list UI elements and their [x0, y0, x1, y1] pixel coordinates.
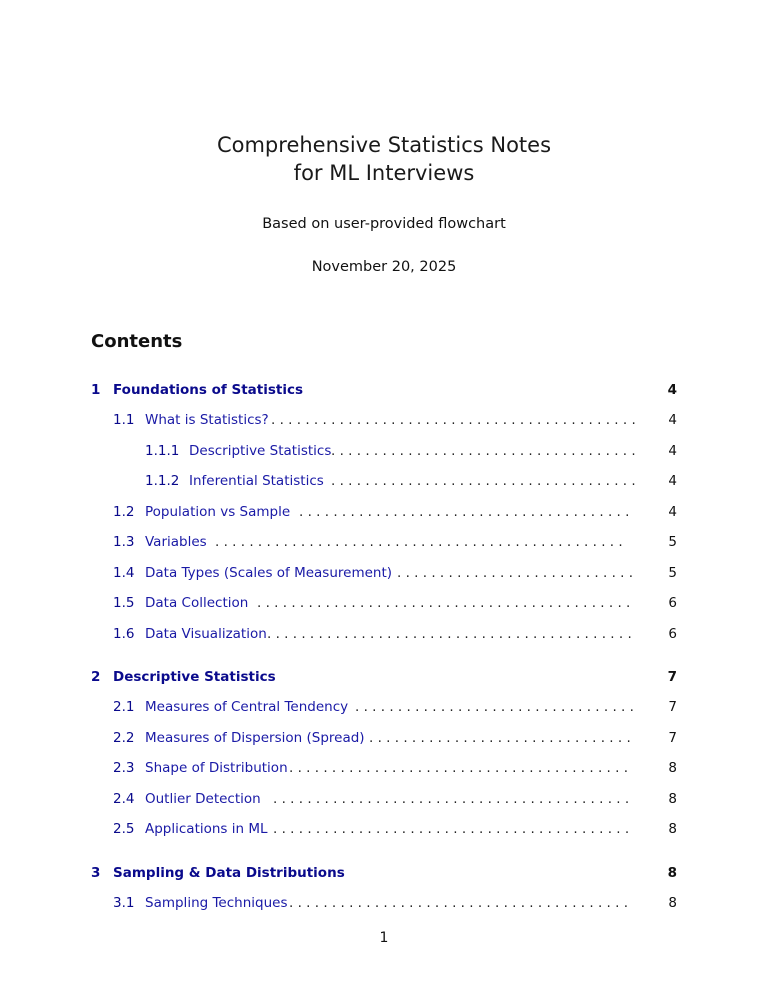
- toc-page[interactable]: 8: [668, 760, 677, 776]
- document-title: [0, 131, 768, 187]
- toc-label[interactable]: Outlier Detection: [145, 791, 261, 807]
- toc-subsubsection-1-1-1[interactable]: [145, 441, 677, 461]
- toc-leader-dots: . . . . . . . . . . . . . . . . . . . . . . . . . . . . . . . . . . . . . . . .: [289, 895, 629, 911]
- title-line-1: Comprehensive Statistics Notes: [216, 133, 552, 157]
- toc-label[interactable]: What is Statistics?: [145, 412, 269, 428]
- toc-number: 2.5: [113, 821, 135, 837]
- toc-subsubsection-1-1-2[interactable]: [145, 471, 677, 491]
- toc-leader-dots: . . . . . . . . . . . . . . . . . . . . . . . . . . . . . . . . . . . .: [331, 473, 636, 489]
- toc-label[interactable]: Population vs Sample: [145, 504, 291, 520]
- toc-label[interactable]: Descriptive Statistics: [189, 443, 332, 459]
- toc-label[interactable]: Applications in ML: [145, 821, 268, 837]
- toc-number: 2.4: [113, 791, 135, 807]
- toc-subsection-2-5[interactable]: [113, 819, 677, 839]
- toc-subsection-2-4[interactable]: [113, 789, 677, 809]
- toc-page[interactable]: 6: [668, 595, 677, 611]
- toc-section-3[interactable]: [91, 863, 677, 883]
- toc-subsection-1-5[interactable]: [113, 593, 677, 613]
- toc-leader-dots: . . . . . . . . . . . . . . . . . . . . . . . . . . . . . . . . . . . . . . .: [299, 504, 630, 520]
- toc-leader-dots: . . . . . . . . . . . . . . . . . . . . . . . . . . . . . . . . . . . . . . . . . .: [273, 821, 630, 837]
- toc-subsection-2-1[interactable]: [113, 697, 677, 717]
- toc-leader-dots: . . . . . . . . . . . . . . . . . . . . . . . . . . . . . . . . . . . . . . . .: [289, 760, 629, 776]
- toc-subsection-1-1[interactable]: [113, 410, 677, 430]
- toc-subsection-1-2[interactable]: [113, 502, 677, 522]
- toc-label[interactable]: Measures of Dispersion (Spread): [145, 730, 365, 746]
- toc-label[interactable]: Foundations of Statistics: [113, 382, 304, 398]
- toc-page[interactable]: 8: [667, 865, 677, 881]
- toc-label[interactable]: Data Collection: [145, 595, 249, 611]
- toc-number: 1.5: [113, 595, 135, 611]
- toc-number: 1.2: [113, 504, 135, 520]
- toc-page[interactable]: 7: [668, 730, 677, 746]
- toc-label[interactable]: Variables: [145, 534, 207, 550]
- toc-leader-dots: . . . . . . . . . . . . . . . . . . . . . . . . . . . . . . . . . . . .: [331, 443, 636, 459]
- contents-heading: Contents: [91, 331, 183, 352]
- toc-label[interactable]: Measures of Central Tendency: [145, 699, 349, 715]
- toc-number: 1.4: [113, 565, 135, 581]
- toc-page[interactable]: 5: [668, 534, 677, 550]
- toc-number: 3.1: [113, 895, 135, 911]
- toc-number: 2.2: [113, 730, 135, 746]
- page-number: 1: [379, 930, 389, 946]
- toc-label[interactable]: Sampling & Data Distributions: [113, 865, 345, 881]
- toc-leader-dots: . . . . . . . . . . . . . . . . . . . . . . . . . . . . . . . . . . . . . . . . . . .: [271, 412, 636, 428]
- toc-label[interactable]: Shape of Distribution: [145, 760, 288, 776]
- toc-page[interactable]: 8: [668, 895, 677, 911]
- toc-number: 2.1: [113, 699, 135, 715]
- toc-number: 2: [91, 669, 101, 685]
- toc-number: 1.1: [113, 412, 135, 428]
- toc-label[interactable]: Data Visualization: [145, 626, 267, 642]
- toc-page[interactable]: 4: [668, 412, 677, 428]
- toc-leader-dots: . . . . . . . . . . . . . . . . . . . . . . . . . . . . . . . . . . . . . . . . . . . . . . . .: [215, 534, 623, 550]
- toc-page[interactable]: 8: [668, 791, 677, 807]
- toc-number: 2.3: [113, 760, 135, 776]
- toc-subsection-1-3[interactable]: [113, 532, 677, 552]
- toc-page[interactable]: 8: [668, 821, 677, 837]
- toc-number: 1.1.1: [145, 443, 180, 459]
- toc-page[interactable]: 4: [667, 382, 677, 398]
- toc-leader-dots: . . . . . . . . . . . . . . . . . . . . . . . . . . . .: [397, 565, 634, 581]
- toc-subsection-3-1[interactable]: [113, 893, 677, 913]
- toc-page[interactable]: 4: [668, 504, 677, 520]
- title-line-2: for ML Interviews: [293, 161, 475, 185]
- toc-number: 1: [91, 382, 101, 398]
- toc-leader-dots: . . . . . . . . . . . . . . . . . . . . . . . . . . . . . . . . .: [355, 699, 634, 715]
- toc-page[interactable]: 4: [668, 443, 677, 459]
- toc-page[interactable]: 5: [668, 565, 677, 581]
- toc-section-1[interactable]: [91, 380, 677, 400]
- date-line: November 20, 2025: [311, 259, 457, 275]
- toc-label[interactable]: Data Types (Scales of Measurement): [145, 565, 393, 581]
- toc-page[interactable]: 4: [668, 473, 677, 489]
- toc-subsection-1-6[interactable]: [113, 624, 677, 644]
- toc-page[interactable]: 7: [668, 699, 677, 715]
- toc-number: 1.3: [113, 534, 135, 550]
- toc-subsection-2-2[interactable]: [113, 728, 677, 748]
- toc-label[interactable]: Descriptive Statistics: [113, 669, 276, 685]
- toc-leader-dots: . . . . . . . . . . . . . . . . . . . . . . . . . . . . . . . . . . . . . . . . . . . .: [257, 595, 631, 611]
- toc-leader-dots: . . . . . . . . . . . . . . . . . . . . . . . . . . . . . . . . . . . . . . . . . .: [273, 791, 630, 807]
- toc-number: 3: [91, 865, 101, 881]
- toc-page[interactable]: 7: [667, 669, 677, 685]
- toc-leader-dots: . . . . . . . . . . . . . . . . . . . . . . . . . . . . . . . . . . . . . . . . . . .: [267, 626, 632, 642]
- toc-number: 1.1.2: [145, 473, 180, 489]
- toc-label[interactable]: Inferential Statistics: [189, 473, 324, 489]
- toc-page[interactable]: 6: [668, 626, 677, 642]
- author-line: Based on user-provided flowchart: [262, 216, 506, 232]
- toc-subsection-1-4[interactable]: [113, 563, 677, 583]
- toc-subsection-2-3[interactable]: [113, 758, 677, 778]
- toc-number: 1.6: [113, 626, 135, 642]
- toc-section-2[interactable]: [91, 667, 677, 687]
- toc-leader-dots: . . . . . . . . . . . . . . . . . . . . . . . . . . . . . . .: [369, 730, 631, 746]
- toc-label[interactable]: Sampling Techniques: [145, 895, 288, 911]
